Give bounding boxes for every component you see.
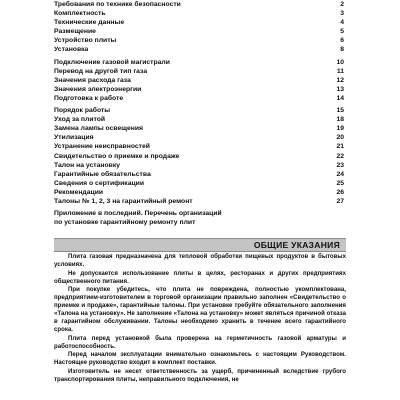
toc-entry-title: Уход за плитой bbox=[54, 116, 106, 124]
toc-entry bbox=[54, 133, 344, 142]
toc-entry-page: 24 bbox=[336, 170, 344, 178]
toc-entry-page: 5 bbox=[340, 28, 344, 36]
toc-entry-title: Устройство плиты bbox=[54, 37, 117, 45]
toc-entry bbox=[54, 45, 344, 54]
toc-entry-page: 18 bbox=[336, 116, 344, 124]
toc-entry bbox=[54, 76, 344, 85]
toc-entry bbox=[54, 106, 344, 115]
body-paragraph: Плита перед установкой была проверена на герметичность газовой арматуры и работоспособность. bbox=[54, 334, 346, 350]
toc-entry bbox=[54, 67, 344, 76]
body-paragraph: Плита газовая предназначена для тепловой обработки пищевых продуктов в бытовых условиях. bbox=[54, 253, 346, 268]
table-of-contents bbox=[54, 0, 344, 227]
toc-entry-title: Подключение газовой магистрали bbox=[54, 58, 170, 66]
toc-entry bbox=[54, 161, 344, 170]
toc-entry bbox=[54, 115, 344, 124]
body-paragraph: Не допускается использование плиты в целях, ресторанах и других предприятиях общественного питания. bbox=[54, 269, 346, 285]
toc-entry-page: 10 bbox=[336, 58, 344, 66]
toc-entry-title: Технические данные bbox=[54, 19, 125, 27]
toc-entry bbox=[54, 27, 344, 36]
toc-entry-title: Свидетельство о приемке и продаже bbox=[54, 152, 180, 160]
toc-entry-title: Утилизация bbox=[54, 134, 94, 142]
toc-entry-title: Размещение bbox=[54, 28, 96, 36]
toc-entry-page: 26 bbox=[336, 188, 344, 196]
toc-entry bbox=[54, 58, 344, 67]
toc-entry-title: Порядок работы bbox=[54, 107, 111, 115]
toc-entry-page: 11 bbox=[336, 67, 344, 75]
toc-entry-title: Талон на установку bbox=[54, 161, 121, 169]
toc-entry-page: 4 bbox=[340, 19, 344, 27]
toc-entry-page: 3 bbox=[340, 10, 344, 18]
toc-entry-title: Талоны № 1, 2, 3 на гарантийный ремонт bbox=[54, 197, 193, 205]
toc-entry-page: 22 bbox=[336, 152, 344, 160]
toc-entry bbox=[54, 124, 344, 133]
toc-entry-page: 14 bbox=[336, 94, 344, 102]
toc-entry-page: 8 bbox=[340, 46, 344, 54]
toc-entry bbox=[54, 179, 344, 188]
toc-entry bbox=[54, 188, 344, 197]
toc-entry-page: 25 bbox=[336, 179, 344, 187]
section-title: ОБЩИЕ УКАЗАНИЯ bbox=[253, 240, 340, 250]
toc-entry-title: Комплектность bbox=[54, 10, 106, 18]
toc-entry-title: Перевод на другой тип газа bbox=[54, 67, 148, 75]
body-paragraph: Перед началом эксплуатации внимательно ознакомьтесь с настоящим Руководством. Настоящее руководство входит в комплект поставки. bbox=[54, 351, 346, 366]
toc-entry-page: 2 bbox=[340, 1, 344, 8]
toc-entry-page: 19 bbox=[336, 125, 344, 133]
toc-entry-page: 23 bbox=[336, 161, 344, 169]
toc-entry-page: 13 bbox=[336, 85, 344, 93]
toc-entry bbox=[54, 36, 344, 45]
toc-entry-page: 12 bbox=[336, 76, 344, 84]
body-paragraph: При покупке убедитесь, что плита не повреждена, полностью укомплектована, предприятием-изготовителем в торговой организации правильно заполнен «Свидетельство о приемке и продаже», гарантийные талоны. При установке требуйте обязательного заполнения «Талона на установку». Не заполнение «Талона на установку» может являться причиной отказа в гарантийном обслуживании. Талоны необходимо хранить в течение всего гарантийного срока. bbox=[54, 286, 346, 333]
toc-entry bbox=[54, 142, 344, 151]
toc-entry-title: Подготовка к работе bbox=[54, 94, 124, 102]
toc-entry-page: 21 bbox=[336, 143, 344, 151]
toc-entry bbox=[54, 9, 344, 18]
toc-entry bbox=[54, 152, 344, 161]
toc-entry bbox=[54, 85, 344, 94]
toc-entry-title: Устранение неисправностей bbox=[54, 143, 150, 151]
toc-entry-title: Значения расхода газа bbox=[54, 76, 131, 84]
toc-entry bbox=[54, 94, 344, 103]
toc-entry-title: Сведения о сертификации bbox=[54, 179, 145, 187]
toc-entry-page: 20 bbox=[336, 134, 344, 142]
body-paragraph: Изготовитель не несет ответственность за ущерб, причиненный вследствие грубого транспортирования плиты, неправильного подключения, не bbox=[54, 367, 346, 383]
toc-appendix-line: по установке гарантийному ремонту плит bbox=[54, 219, 196, 227]
toc-entry bbox=[54, 170, 344, 179]
toc-entry-page: 27 bbox=[336, 197, 344, 205]
toc-appendix-line: Приложение в последний. Перечень организаций bbox=[54, 210, 222, 218]
general-instructions-text bbox=[54, 253, 346, 384]
toc-entry-title: Значения электроэнергии bbox=[54, 85, 142, 93]
toc-entry bbox=[54, 197, 344, 206]
toc-entry-title: Требования по технике безопасности bbox=[54, 1, 181, 8]
toc-entry-page: 15 bbox=[336, 107, 344, 115]
toc-entry-page: 6 bbox=[340, 37, 344, 45]
section-header-bar bbox=[54, 238, 346, 252]
toc-entry-title: Рекомендации bbox=[54, 188, 104, 196]
toc-entry bbox=[54, 0, 344, 9]
toc-entry bbox=[54, 18, 344, 27]
toc-entry-title: Установка bbox=[54, 46, 89, 54]
toc-entry-title: Замена лампы освещения bbox=[54, 125, 144, 133]
toc-entry-title: Гарантийные обязательства bbox=[54, 170, 151, 178]
